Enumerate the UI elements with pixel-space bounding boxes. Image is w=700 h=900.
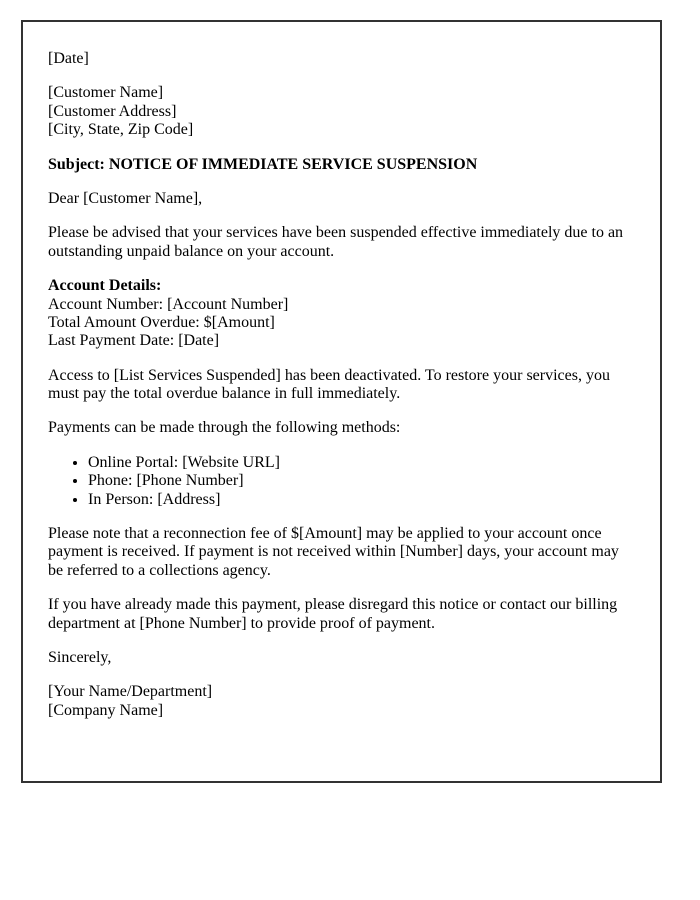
last-payment-date-line: Last Payment Date: [Date]	[48, 332, 220, 350]
payment-methods-intro: Payments can be made through the following methods:	[48, 419, 401, 437]
amount-overdue-line: Total Amount Overdue: $[Amount]	[48, 313, 275, 331]
account-details-block	[48, 277, 635, 351]
date-block	[48, 50, 635, 68]
deactivation-paragraph: Access to [List Services Suspended] has been deactivated. To restore your services, you must pay the total overdue balance in full immediately.	[48, 366, 610, 403]
signature-company-line: [Company Name]	[48, 701, 164, 719]
salutation: Dear [Customer Name],	[48, 189, 203, 207]
recipient-address-line: [Customer Address]	[48, 102, 177, 120]
recipient-city-line: [City, State, Zip Code]	[48, 121, 194, 139]
payment-method-online: • Online Portal: [Website URL]	[88, 454, 635, 472]
payment-methods-list	[48, 454, 635, 509]
payment-method-phone: • Phone: [Phone Number]	[88, 472, 635, 490]
recipient-name-line: [Customer Name]	[48, 84, 164, 102]
already-paid-paragraph: If you have already made this payment, please disregard this notice or contact our billing department at [Phone Number] to provide proof of payment.	[48, 596, 618, 632]
signature-block	[48, 683, 635, 720]
recipient-block	[48, 84, 635, 139]
date-line: [Date]	[48, 50, 89, 67]
letter-page	[21, 20, 662, 783]
payment-method-in-person: • In Person: [Address]	[88, 491, 635, 509]
account-number-line: Account Number: [Account Number]	[48, 295, 289, 313]
subject-line: Subject: NOTICE OF IMMEDIATE SERVICE SUSPENSION	[48, 155, 478, 173]
account-details-heading: Account Details:	[48, 277, 162, 295]
signature-name-line: [Your Name/Department]	[48, 683, 213, 701]
closing: Sincerely,	[48, 648, 112, 666]
intro-paragraph: Please be advised that your services have been suspended effective immediately due to an outstanding unpaid balance on your account.	[48, 224, 624, 260]
reconnection-paragraph: Please note that a reconnection fee of $[Amount] may be applied to your account once payment is received. If payment is not received within [Number] days, your account may be referred to a collections agency.	[48, 525, 619, 579]
